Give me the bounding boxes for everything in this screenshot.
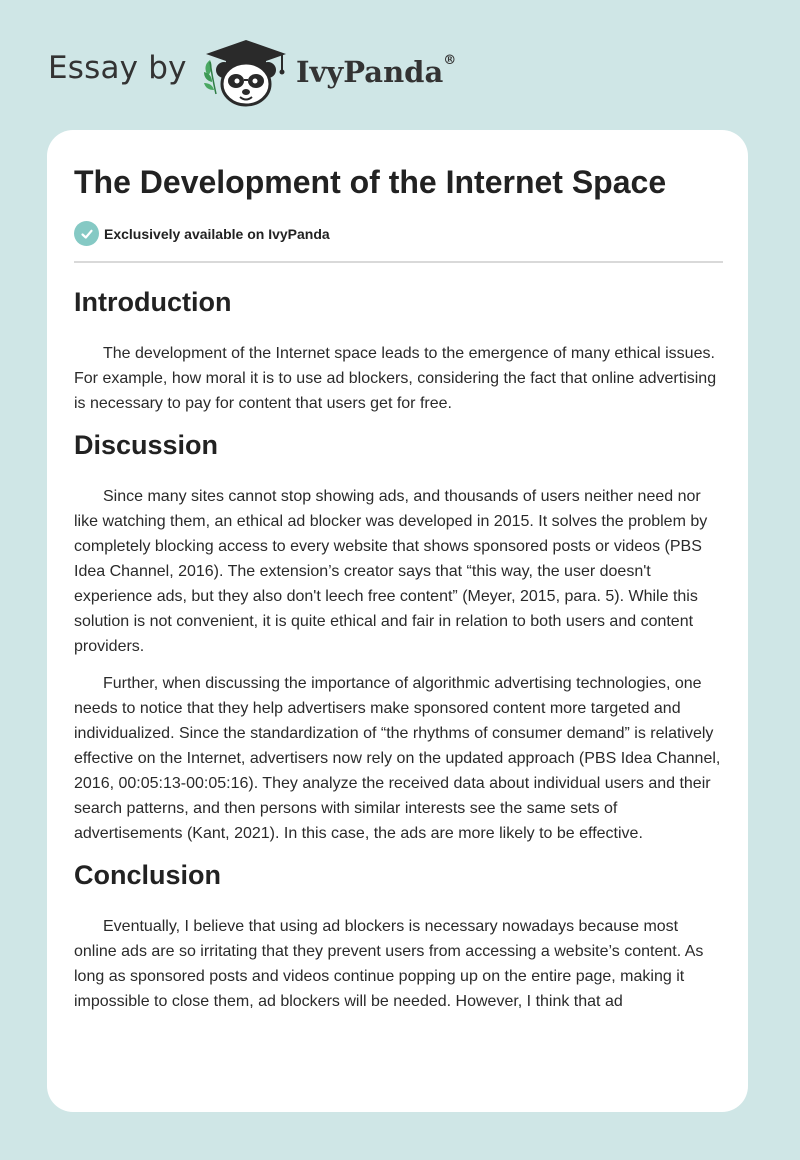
essay-by-label: Essay by: [48, 50, 187, 86]
site-header: [0, 0, 800, 130]
panda-logo-icon[interactable]: [198, 36, 294, 108]
page-title: The Development of the Internet Space: [74, 164, 667, 200]
brand-text: IvyPanda: [296, 55, 444, 89]
registered-mark: ®: [443, 53, 457, 68]
exclusive-badge: [74, 221, 330, 246]
paragraph: Since many sites cannot stop showing ads, and thousands of users neither need nor like watching them, an ethical ad blocker was developed in 2015. It solves the problem by completely blocking access to every website that shows sponsored posts or videos (PBS Idea Channel, 2016). The extension’s creator says that “this way, the user doesn't experience ads, but they also don't leech free content” (Meyer, 2015, para. 5). While this solution is not convenient, it is quite ethical and fair in relation to both users and content providers.: [74, 488, 708, 655]
paragraph: Further, when discussing the importance of algorithmic advertising technologies, one needs to notice that they help advertisers make sponsored content more targeted and individualized. Since the standardization of “the rhythms of consumer demand” is relatively effective on the Internet, advertisers now rely on the updated approach (PBS Idea Channel, 2016, 00:05:13-00:05:16). They analyze the received data about individual users and their search patterns, and then persons with similar interests see the same sets of advertisements (Kant, 2021). In this case, the ads are more likely to be effective.: [74, 675, 721, 842]
leaf-icon: [204, 60, 216, 94]
section-discussion: [74, 428, 723, 846]
brand-name[interactable]: [296, 55, 456, 89]
section-conclusion: [74, 858, 723, 1014]
section-heading: Conclusion: [74, 860, 221, 890]
badge-label: Exclusively available on IvyPanda: [104, 225, 330, 242]
essay-card: [47, 130, 748, 1112]
paragraph: The development of the Internet space leads to the emergence of many ethical issues. For example, how moral it is to use ad blockers, considering the fact that online advertising is necessary to pay for content that users get for free.: [74, 345, 717, 412]
divider: [74, 261, 723, 263]
section-introduction: [74, 285, 723, 416]
section-heading: Introduction: [74, 287, 232, 317]
essay-content: [74, 276, 723, 1026]
check-icon: [74, 221, 99, 246]
section-heading: Discussion: [74, 430, 219, 460]
paragraph: Eventually, I believe that using ad blockers is necessary nowadays because most online ads are so irritating that they prevent users from accessing a website’s content. As long as sponsored posts and videos continue popping up on the entire page, making it impossible to close them, ad blockers will be needed. However, I think that ad: [74, 918, 704, 1010]
